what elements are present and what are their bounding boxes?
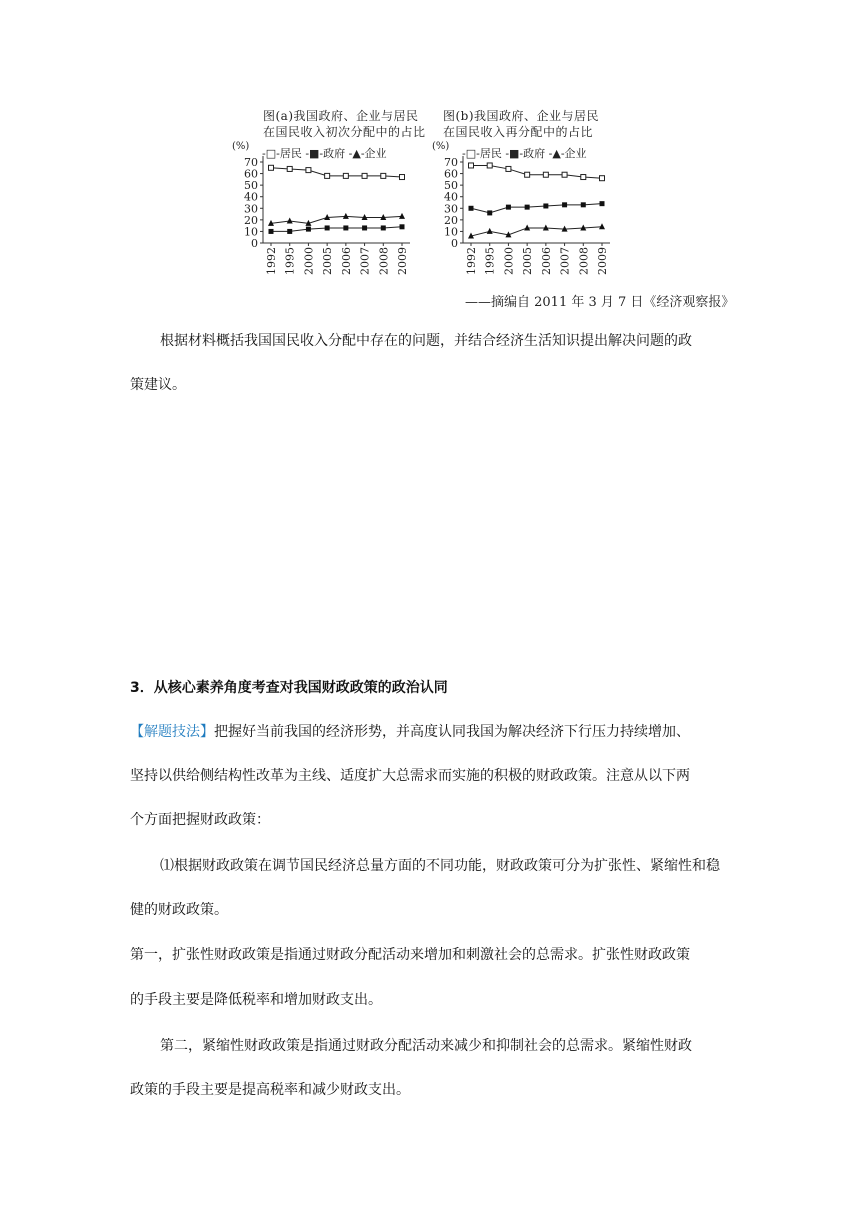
data-point	[562, 172, 567, 177]
method-paragraph-line-3: 个方面把握财政政策：	[130, 812, 270, 828]
data-point	[399, 213, 405, 219]
legend: -□-居民 -■-政府 -▲-企业	[462, 147, 587, 160]
x-tick-label: 2008	[577, 247, 591, 275]
data-point	[581, 202, 586, 207]
y-tick-label: 0	[451, 237, 458, 250]
data-point	[343, 173, 348, 178]
data-point	[600, 201, 605, 206]
y-tick-label: 70	[444, 156, 458, 169]
data-point	[400, 224, 405, 229]
data-point	[269, 229, 274, 234]
x-tick-label: 2007	[358, 247, 372, 275]
chart-b-title-line1: 图(b)我国政府、企业与居民	[443, 109, 600, 123]
y-unit-label: (%)	[432, 141, 450, 152]
data-point	[581, 175, 586, 180]
data-point	[306, 168, 311, 173]
data-point	[599, 223, 605, 229]
chart-a	[230, 138, 430, 280]
chart-a-title-line2: 在国民收入初次分配中的占比	[263, 125, 426, 139]
data-point	[487, 210, 492, 215]
policy-type-line-2: 健的财政政策。	[130, 902, 228, 918]
data-point	[325, 225, 330, 230]
x-tick-label: 2006	[539, 247, 553, 275]
data-point	[343, 225, 348, 230]
method-paragraph-line-1	[130, 722, 742, 742]
x-tick-label: 2006	[339, 247, 353, 275]
y-unit-label: (%)	[232, 141, 250, 152]
y-tick-label: 50	[244, 179, 258, 193]
question-line-2: 策建议。	[130, 377, 186, 393]
y-tick-label: 20	[244, 213, 258, 227]
y-tick-label: 10	[244, 225, 258, 239]
data-point	[287, 166, 292, 171]
data-point	[506, 205, 511, 210]
contractionary-line-2: 政策的手段主要是提高税率和减少财政支出。	[130, 1082, 410, 1098]
contractionary-line-1: 第二，紧缩性财政政策是指通过财政分配活动来减少和抑制社会的总需求。紧缩性财政	[160, 1038, 692, 1054]
policy-type-line-1: ⑴根据财政政策在调节国民经济总量方面的不同功能，财政政策可分为扩张性、紧缩性和稳	[160, 858, 720, 874]
data-point	[381, 225, 386, 230]
method-text: 把握好当前我国的经济形势，并高度认同我国为解决经济下行压力持续增加、	[214, 724, 690, 740]
y-tick-label: 30	[444, 202, 458, 216]
y-tick-label: 10	[444, 225, 458, 239]
expansionary-line-2: 的手段主要是降低税率和增加财政支出。	[130, 992, 382, 1008]
data-point	[343, 213, 349, 219]
data-point	[287, 218, 293, 224]
data-point	[600, 176, 605, 181]
x-tick-label: 2008	[377, 247, 391, 275]
x-tick-label: 2009	[396, 247, 409, 275]
chart-b-title-line2: 在国民收入再分配中的占比	[443, 125, 594, 139]
x-tick-label: 2005	[321, 247, 335, 275]
data-point	[469, 163, 474, 168]
data-point	[469, 206, 474, 211]
data-point	[543, 203, 548, 208]
data-point	[287, 229, 292, 234]
x-tick-label: 1992	[265, 247, 278, 275]
x-tick-label: 1995	[483, 247, 497, 275]
source-citation: ——摘编自 2011 年 3 月 7 日《经济观察报》	[465, 295, 735, 310]
legend: -□-居民 -■-政府 -▲-企业	[262, 147, 387, 160]
y-tick-label: 0	[251, 237, 258, 250]
data-point	[525, 205, 530, 210]
y-tick-label: 40	[444, 190, 458, 204]
data-point	[362, 173, 367, 178]
chart-b	[430, 138, 630, 280]
x-tick-label: 2009	[596, 247, 609, 275]
method-tag: 【解题技法】	[130, 724, 214, 740]
y-tick-label: 40	[244, 190, 258, 204]
chart-a-title-line1: 图(a)我国政府、企业与居民	[263, 109, 419, 123]
x-tick-label: 1992	[465, 247, 478, 275]
x-tick-label: 2005	[521, 247, 535, 275]
x-tick-label: 1995	[283, 247, 297, 275]
data-point	[562, 202, 567, 207]
x-tick-label: 2000	[302, 247, 316, 275]
expansionary-line-1: 第一，扩张性财政政策是指通过财政分配活动来增加和刺激社会的总需求。扩张性财政政策	[130, 947, 690, 963]
y-tick-label: 60	[444, 167, 458, 181]
x-tick-label: 2007	[558, 247, 572, 275]
method-paragraph-line-2: 坚持以供给侧结构性改革为主线、适度扩大总需求而实施的积极的财政政策。注意从以下两	[130, 768, 690, 784]
y-tick-label: 60	[244, 167, 258, 181]
y-tick-label: 50	[444, 179, 458, 193]
x-tick-label: 2000	[502, 247, 516, 275]
data-point	[381, 173, 386, 178]
section-heading: 3．从核心素养角度考查对我国财政政策的政治认同	[130, 680, 448, 696]
y-tick-label: 70	[244, 156, 258, 169]
data-point	[325, 173, 330, 178]
y-tick-label: 20	[444, 213, 458, 227]
data-point	[306, 227, 311, 232]
data-point	[269, 165, 274, 170]
data-point	[543, 172, 548, 177]
data-point	[525, 172, 530, 177]
data-point	[487, 228, 493, 234]
question-line-1: 根据材料概括我国国民收入分配中存在的问题，并结合经济生活知识提出解决问题的政	[160, 333, 692, 349]
data-point	[506, 166, 511, 171]
data-point	[362, 225, 367, 230]
data-point	[400, 175, 405, 180]
data-point	[487, 163, 492, 168]
y-tick-label: 30	[244, 202, 258, 216]
